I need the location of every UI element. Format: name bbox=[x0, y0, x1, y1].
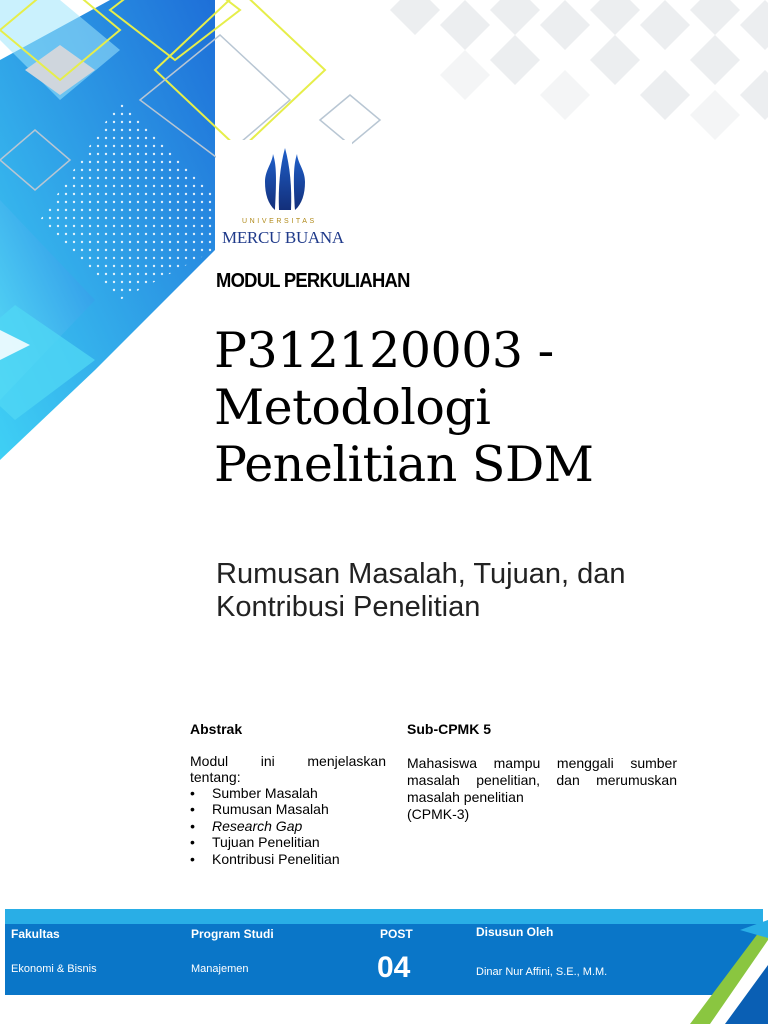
footer-corner-decoration bbox=[680, 920, 768, 1024]
list-item: • Sumber Masalah bbox=[190, 785, 340, 801]
sub-cpmk-heading: Sub-CPMK 5 bbox=[407, 721, 491, 737]
course-title-line-2: Metodologi bbox=[214, 379, 491, 436]
course-title bbox=[214, 322, 734, 493]
subtitle-line-1: Rumusan Masalah, Tujuan, dan bbox=[216, 558, 626, 590]
module-label: MODUL PERKULIAHAN bbox=[216, 270, 410, 292]
abstract-intro: Modul ini menjelaskan bbox=[190, 753, 386, 769]
subtitle-line-2: Kontribusi Penelitian bbox=[216, 591, 481, 623]
list-item: • Research Gap bbox=[190, 818, 340, 834]
footer-top-strip bbox=[5, 909, 763, 924]
fakultas-label: Fakultas bbox=[11, 927, 60, 941]
list-item: • Kontribusi Penelitian bbox=[190, 851, 340, 867]
post-label: POST bbox=[380, 927, 413, 941]
sub-cpmk-code: (CPMK-3) bbox=[407, 806, 470, 822]
list-item: • Rumusan Masalah bbox=[190, 801, 340, 817]
abstract-intro-continued: tentang: bbox=[190, 769, 241, 785]
footer-bar bbox=[5, 909, 763, 995]
abstract-topic-list bbox=[190, 785, 340, 867]
sub-cpmk-description: Mahasiswa mampu menggali sumber masalah penelitian, dan merumuskan masalah penelitian bbox=[407, 755, 677, 805]
course-title-line-3: Penelitian SDM bbox=[214, 436, 594, 493]
author-label: Disusun Oleh bbox=[476, 925, 554, 939]
university-logo bbox=[216, 140, 352, 250]
decorative-diamonds-right bbox=[370, 0, 768, 140]
abstract-heading: Abstrak bbox=[190, 721, 243, 737]
module-subtitle bbox=[216, 558, 736, 624]
fakultas-value: Ekonomi & Bisnis bbox=[11, 963, 97, 975]
program-studi-value: Manajemen bbox=[191, 963, 249, 975]
program-studi-label: Program Studi bbox=[191, 927, 274, 941]
university-name: MERCU BUANA bbox=[222, 228, 344, 247]
author-value: Dinar Nur Affini, S.E., M.M. bbox=[476, 966, 608, 978]
post-value: 04 bbox=[377, 951, 411, 984]
university-label: UNIVERSITAS bbox=[242, 218, 317, 225]
list-item: • Tujuan Penelitian bbox=[190, 834, 340, 850]
flame-logo-icon bbox=[262, 148, 308, 216]
course-title-line-1: P312120003 - bbox=[214, 322, 554, 379]
